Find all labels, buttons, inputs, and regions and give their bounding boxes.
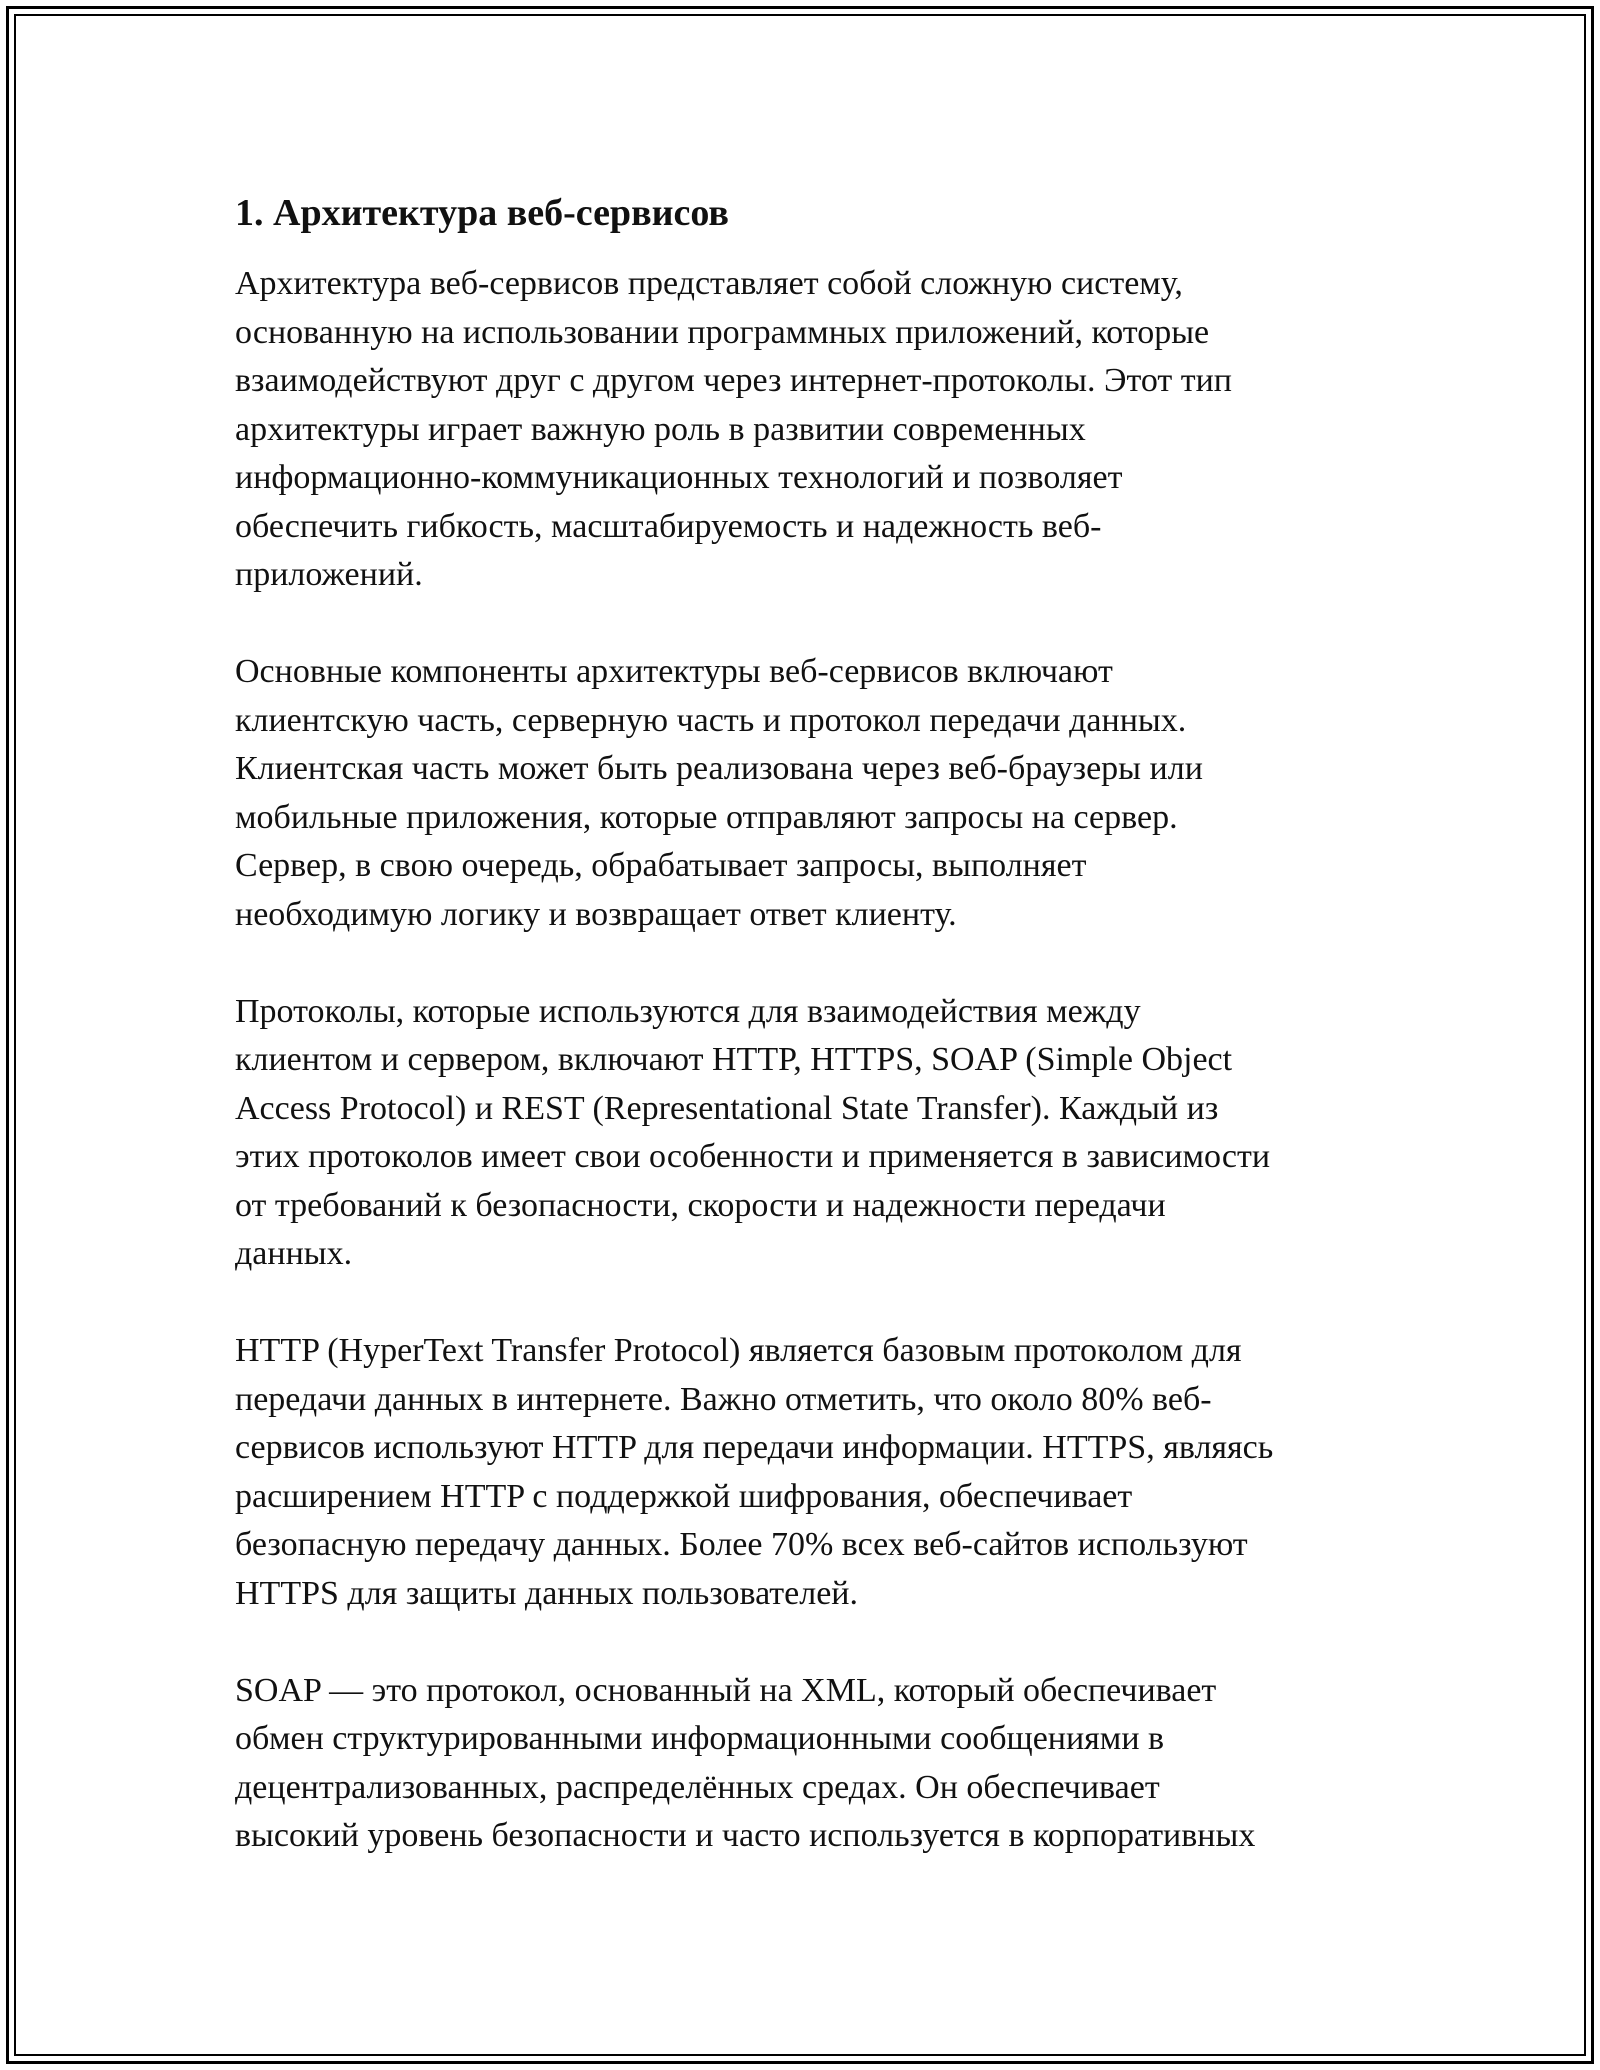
text-line: децентрализованных, распределённых средах. Он обеспечивает [235,1768,1160,1806]
document-body [235,188,1385,1909]
section-heading: 1. Архитектура веб-сервисов [235,192,729,234]
text-line: взаимодействуют друг с другом через интернет-протоколы. Этот тип [235,362,1233,399]
text-line: передачи данных в интернете. Важно отметить, что около 80% веб- [235,1380,1212,1418]
text-line: Архитектура веб-сервисов представляет собой сложную систему, [235,265,1183,302]
text-line: мобильные приложения, которые отправляют запросы на сервер. [235,798,1178,836]
paragraph-http [235,1327,1385,1618]
text-line: обеспечить гибкость, масштабируемость и надежность веб- [235,507,1102,545]
text-line: от требований к безопасности, скорости и надежности передачи [235,1186,1166,1224]
text-line: SOAP — это протокол, основанный на XML, который обеспечивает [235,1671,1217,1709]
text-line: Клиентская часть может быть реализована через веб-браузеры или [235,750,1203,787]
text-line: Основные компоненты архитектуры веб-сервисов включают [235,653,1113,690]
text-line: клиентом и сервером, включают HTTP, HTTPS, SOAP (Simple Object [235,1041,1233,1078]
text-line: Сервер, в свою очередь, обрабатывает запросы, выполняет [235,847,1087,884]
paragraph-components [235,648,1385,939]
text-line: основанную на использовании программных приложений, которые [235,313,1210,351]
paragraph-soap [235,1667,1385,1861]
text-line: расширением HTTP с поддержкой шифрования, обеспечивает [235,1477,1133,1515]
paragraph-protocols [235,988,1385,1279]
text-line: обмен структурированными информационными сообщениями в [235,1720,1165,1757]
text-line: безопасную передачу данных. Более 70% всех веб-сайтов используют [235,1526,1248,1563]
text-line: HTTPS для защиты данных пользователей. [235,1574,859,1612]
text-line: необходимую логику и возвращает ответ клиенту. [235,895,957,933]
text-line: HTTP (HyperText Transfer Protocol) является базовым протоколом для [235,1332,1242,1369]
text-line: приложений. [235,556,423,593]
paragraph-architecture-intro [235,260,1385,600]
text-line: информационно-коммуникационных технологий и позволяет [235,459,1123,496]
text-line: этих протоколов имеет свои особенности и применяется в зависимости [235,1138,1271,1175]
text-line: сервисов используют HTTP для передачи информации. HTTPS, являясь [235,1429,1274,1466]
text-line: клиентскую часть, серверную часть и протокол передачи данных. [235,701,1187,739]
text-line: высокий уровень безопасности и часто используется в корпоративных [235,1817,1256,1854]
text-line: Access Protocol) и REST (Representational State Transfer). Каждый из [235,1089,1219,1127]
text-line: данных. [235,1235,353,1272]
text-line: архитектуры играет важную роль в развитии современных [235,410,1086,448]
text-line: Протоколы, которые используются для взаимодействия между [235,992,1141,1030]
